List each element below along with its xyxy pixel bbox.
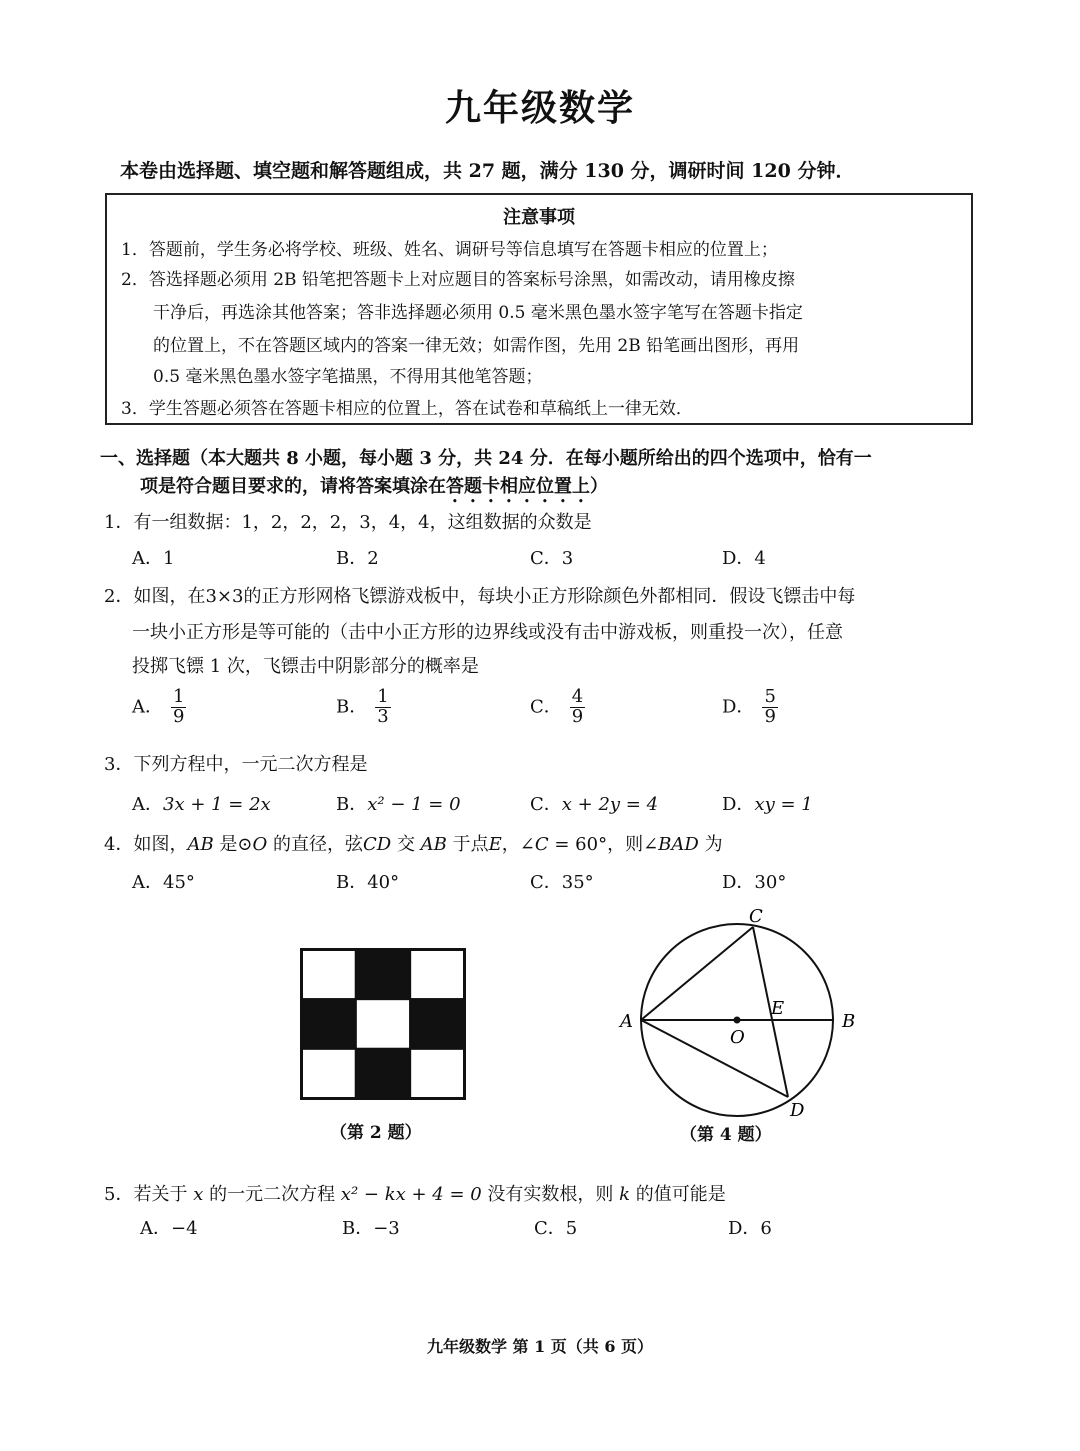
- grid-cell-shaded: [302, 999, 356, 1049]
- figure-2-caption: （第 2 题）: [330, 1123, 422, 1143]
- q3-option-c: C．x + 2y = 4: [530, 794, 659, 815]
- label-d: D: [790, 1100, 805, 1121]
- notice-line: 2．答选择题必须用 2B 铅笔把答题卡上对应题目的答案标号涂黑，如需改动，请用橡皮擦: [121, 270, 795, 290]
- grid-cell: [356, 999, 410, 1049]
- q3-option-a: A．3x + 1 = 2x: [132, 794, 271, 815]
- q2-option-a: A． $\frac{1}{9}$: [132, 686, 185, 727]
- notice-line: 3．学生答题必须答在答题卡相应的位置上，答在试卷和草稿纸上一律无效．: [121, 399, 693, 419]
- grid-cell-shaded: [410, 999, 464, 1049]
- q1-option-a: A．1: [132, 548, 175, 569]
- q5-option-b: B．−3: [342, 1218, 400, 1239]
- grid-cell-shaded: [356, 1049, 410, 1099]
- q4-option-b: B．40°: [336, 872, 400, 893]
- q2-option-d: D． $\frac{5}{9}$: [722, 686, 776, 727]
- q5-option-a: A．−4: [140, 1218, 198, 1239]
- segment-ac: [641, 927, 753, 1020]
- question-2-line: 一块小正方形是等可能的（击中小正方形的边界线或没有击中游戏板，则重投一次），任意: [132, 622, 843, 643]
- notice-line: 0.5 毫米黑色墨水签字笔描黑，不得用其他笔答题；: [153, 367, 543, 387]
- q4-option-a: A．45°: [132, 872, 195, 893]
- grid-cell: [302, 950, 356, 1000]
- q4-option-c: C．35°: [530, 872, 594, 893]
- figure-4-circle: [610, 900, 870, 1130]
- question-1-stem: 1．有一组数据：1，2，2，2，3，4，4，这组数据的众数是: [104, 512, 592, 533]
- page-footer: 九年级数学 第 1 页（共 6 页）: [426, 1337, 654, 1356]
- q1-option-d: D．4: [722, 548, 766, 569]
- q5-option-d: D．6: [728, 1218, 772, 1239]
- page-title: 九年级数学: [444, 87, 635, 129]
- grid-cell: [410, 950, 464, 1000]
- grid-cell: [302, 1049, 356, 1099]
- figure-2-grid: [300, 948, 466, 1100]
- grid-cell: [410, 1049, 464, 1099]
- label-b: B: [842, 1011, 856, 1032]
- question-5-stem: 5．若关于 x 的一元二次方程 x² − kx + 4 = 0 没有实数根，则 k 的值可能是: [104, 1184, 726, 1205]
- emphasis-text: 答题卡相应位置上: [446, 476, 590, 497]
- question-3-stem: 3．下列方程中，一元二次方程是: [104, 754, 368, 775]
- q1-option-c: C．3: [530, 548, 574, 569]
- notice-box: [105, 193, 973, 425]
- exam-intro: 本卷由选择题、填空题和解答题组成，共 27 题，满分 130 分，调研时间 120 分钟．: [120, 160, 855, 182]
- section-heading-cont: 项是符合题目要求的，请将答案填涂在答题卡相应位置上）: [140, 476, 608, 497]
- notice-title: 注意事项: [503, 207, 575, 228]
- question-2-line: 投掷飞镖 1 次，飞镖击中阴影部分的概率是: [132, 656, 479, 677]
- label-a: A: [620, 1011, 633, 1032]
- q1-option-b: B．2: [336, 548, 379, 569]
- question-4-stem: 4．如图，AB 是⊙O 的直径，弦CD 交 AB 于点E，∠C = 60°，则∠BAD 为: [104, 834, 723, 855]
- figure-4-caption: （第 4 题）: [680, 1125, 772, 1145]
- q5-option-c: C．5: [534, 1218, 578, 1239]
- center-point: [734, 1017, 741, 1024]
- question-2-line: 2．如图，在3×3的正方形网格飞镖游戏板中，每块小正方形除颜色外都相同．假设飞镖击中每: [104, 586, 856, 607]
- notice-line: 1．答题前，学生务必将学校、班级、姓名、调研号等信息填写在答题卡相应的位置上；: [121, 240, 778, 260]
- notice-line: 干净后，再选涂其他答案；答非选择题必须用 0.5 毫米黑色墨水签字笔写在答题卡指定: [153, 303, 803, 323]
- q4-option-d: D．30°: [722, 872, 787, 893]
- label-o: O: [730, 1027, 745, 1048]
- notice-line: 的位置上，不在答题区域内的答案一律无效；如需作图，先用 2B 铅笔画出图形，再用: [153, 336, 800, 356]
- q2-option-c: C． $\frac{4}{9}$: [530, 686, 584, 727]
- grid-cell-shaded: [356, 950, 410, 1000]
- segment-ad: [641, 1020, 788, 1097]
- q3-option-b: B．x² − 1 = 0: [336, 794, 461, 815]
- section-heading: 一、选择题（本大题共 8 小题，每小题 3 分，共 24 分．在每小题所给出的四个选项中，恰有一: [100, 448, 872, 469]
- q2-option-b: B． $\frac{1}{3}$: [336, 686, 389, 727]
- label-e: E: [771, 998, 785, 1019]
- label-c: C: [749, 906, 763, 927]
- q3-option-d: D．xy = 1: [722, 794, 813, 815]
